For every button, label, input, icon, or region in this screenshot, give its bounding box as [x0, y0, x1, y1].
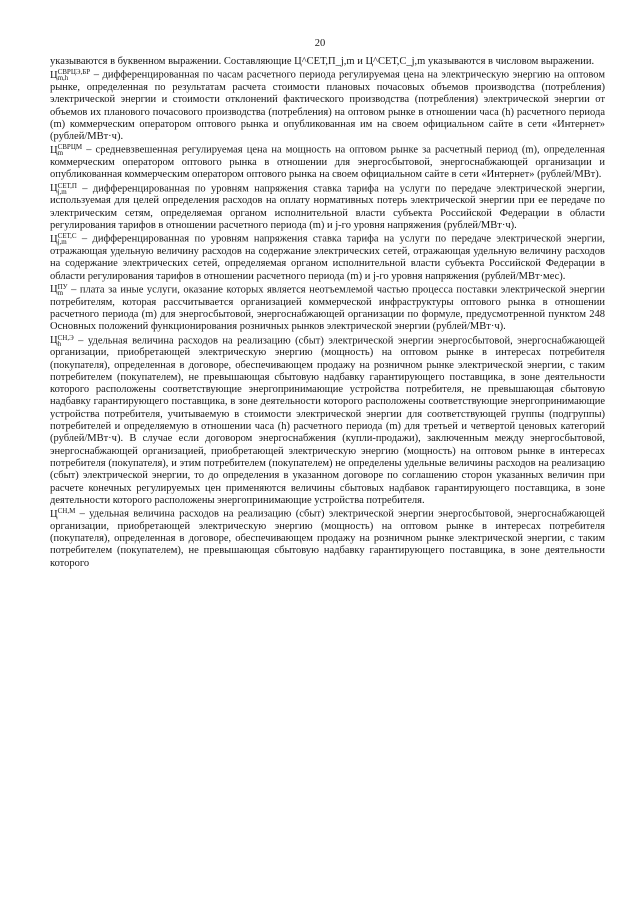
- symbol-subscript: m,h: [57, 74, 69, 83]
- paragraph-text: – дифференцированная по уровням напряжения ставка тарифа на услуги по передаче электрической энергии, отражающая удельную величину расходов на содержание электрических сетей, отражающая удельную величину расходов на содержание электрических сетей, определяемая органом исполнительной власти субъекта Российской Федерации в области регулирования тарифов в отношении расчетного периода (m) и j-го уровня напряжения (рублей/МВт·мес).: [50, 233, 605, 282]
- symbol-superscript: СЕТ,П: [57, 181, 77, 190]
- symbol: [50, 183, 77, 194]
- symbol-subscript: m: [57, 288, 64, 297]
- symbol-superscript: СЕТ,С: [57, 232, 77, 241]
- symbol-base: Ц: [50, 334, 58, 346]
- symbol-indices: [58, 335, 74, 347]
- symbol-subscript: m: [57, 149, 64, 158]
- symbol: [50, 509, 75, 520]
- paragraph-text: – плата за иные услуги, оказание которых является неотъемлемой частью процесса поставки электрической энергии потребителям, которая рассчитывается организацией коммерческой инфраструктуры оптового рынка в отношении расчетного периода (m) для энергосбытовой, энергоснабжающей организации по формуле, предусмотренной пунктом 248 Основных положений функционирования розничных рынков электрической энергии (рублей/МВт·ч).: [50, 284, 605, 333]
- paragraph-text: – дифференцированная по часам расчетного периода регулируемая цена на электрическую энергию на оптовом рынке, определенная по результатам расчета стоимости плановых почасовых объемов производства (потребления) электрической энергии и стоимости отклонений фактического производства (потребления) электрической энергии от объемов их планового почасового производства (потребления) на оптовом рынке в отношении часа (h) расчетного периода (m) коммерческим оператором оптового рынка и опубликованная им на своем официальном сайте в сети «Интернет» (рублей/МВт·ч).: [50, 69, 605, 143]
- symbol-subscript: [58, 514, 76, 520]
- definition-paragraph: [50, 233, 605, 283]
- definition-paragraph: [50, 144, 605, 181]
- symbol-indices: [58, 233, 77, 245]
- symbol-base: Ц: [50, 69, 58, 81]
- paragraph-text: указываются в буквенном выражении. Составляющие Ц^СЕТ,П_j,m и Ц^СЕТ,С_j,m указываются в числовом выражении.: [50, 56, 595, 67]
- paragraph-text: – средневзвешенная регулируемая цена на мощность на оптовом рынке за расчетный период (m), определенная коммерческим оператором оптового рынка в отношении для энергосбытовой, энергоснабжающей организации и опубликованная коммерческим оператором оптового рынка на своем официальном сайте в сети «Интернет» (рублей/МВт).: [50, 144, 605, 181]
- symbol-indices: [58, 183, 77, 195]
- symbol-base: Ц: [50, 284, 58, 296]
- symbol-superscript: СВРЦЭ,БР: [57, 68, 91, 77]
- paragraph-text: – дифференцированная по уровням напряжения ставка тарифа на услуги по передаче электрической энергии, используемая для целей определения расходов на оплату нормативных потерь электрической энергии при ее передаче по электрическим сетям, определяемая органом исполнительной власти субъекта Российской Федерации в области регулирования тарифов в отношении расчетного периода (m) и j-го уровня напряжения (рублей/МВт·ч).: [50, 183, 605, 232]
- symbol: [50, 335, 74, 346]
- paragraph-text: – удельная величина расходов на реализацию (сбыт) электрической энергии энергосбытовой, энергоснабжающей организации, приобретающей электрическую энергию (мощность) на оптовом рынке в интересах потребителя (покупателя), определенная в договоре, обеспечивающем продажу на розничном рынке электрической энергии, с таким потребителем (покупателем), не превышающая сбытовую надбавку гарантирующего поставщика, в зоне деятельности которого расположены соответствующие энергопринимающие устройства потребителя, не превышающая сбытовую надбавку гарантирующего поставщика, в зоне деятельности которого расположены соответствующие энергопринимающие устройства потребителя, учитываемую в стоимости электрической энергии для соответствующей группы (подгруппы) потребителей и определяемую в отношении часа (h) расчетного периода (m) для третьей и четвертой ценовых категорий (рублей/МВт·ч). В случае если договором энергоснабжения (купли-продажи), заключенным между энергосбытовой, энергоснабжающей организацией, приобретающей электрическую энергию (мощность) на оптовом рынке в интересах потребителя (покупателя), и этим потребителем (покупателем) не определены удельные величины расходов на реализацию (сбыт) электрической энергии, то до определения в указанном договоре по соглашению сторон указанных величин при расчете конечных регулируемых цен применяются величины сбытовых надбавок гарантирующего поставщика, в зоне деятельности которого расположены энергопринимающие устройства потребителя.: [50, 334, 605, 506]
- symbol-superscript: СН,М: [57, 507, 76, 516]
- symbol: [50, 284, 68, 295]
- symbol-subscript: j,m: [57, 238, 67, 247]
- symbol-base: Ц: [50, 233, 58, 245]
- symbol-base: Ц: [50, 144, 58, 156]
- symbol-base: Ц: [50, 183, 58, 195]
- symbol: [50, 234, 77, 245]
- page-number: 20: [314, 38, 326, 49]
- definition-paragraph: [50, 69, 605, 143]
- symbol-superscript: СН,Э: [57, 333, 74, 342]
- definition-paragraph: [50, 508, 605, 570]
- symbol-indices: [58, 144, 83, 156]
- definition-paragraph: [50, 335, 605, 508]
- symbol-indices: [58, 284, 68, 296]
- symbol: [50, 70, 90, 81]
- document-body: [50, 56, 605, 571]
- symbol-base: Ц: [50, 508, 58, 520]
- definition-paragraph: [50, 183, 605, 233]
- symbol-superscript: ПУ: [57, 282, 68, 291]
- symbol-indices: [58, 69, 91, 81]
- symbol-indices: [58, 508, 76, 520]
- paragraph-text: – удельная величина расходов на реализацию (сбыт) электрической энергии энергосбытовой, энергоснабжающей организации, приобретающей электрическую энергию (мощность) на оптовом рынке в интересах потребителя (покупателя), определенная в договоре, обеспечивающем продажу на розничном рынке электрической энергии, с таким потребителем (покупателем), не превышающая сбытовую надбавку гарантирующего поставщика, в зоне деятельности которого: [50, 508, 605, 569]
- symbol: [50, 145, 82, 156]
- symbol-subscript: j,m: [57, 187, 67, 196]
- definition-paragraph: [50, 56, 605, 68]
- symbol-subscript: h: [57, 339, 62, 348]
- symbol-superscript: СВРЦМ: [57, 143, 83, 152]
- definition-paragraph: [50, 284, 605, 334]
